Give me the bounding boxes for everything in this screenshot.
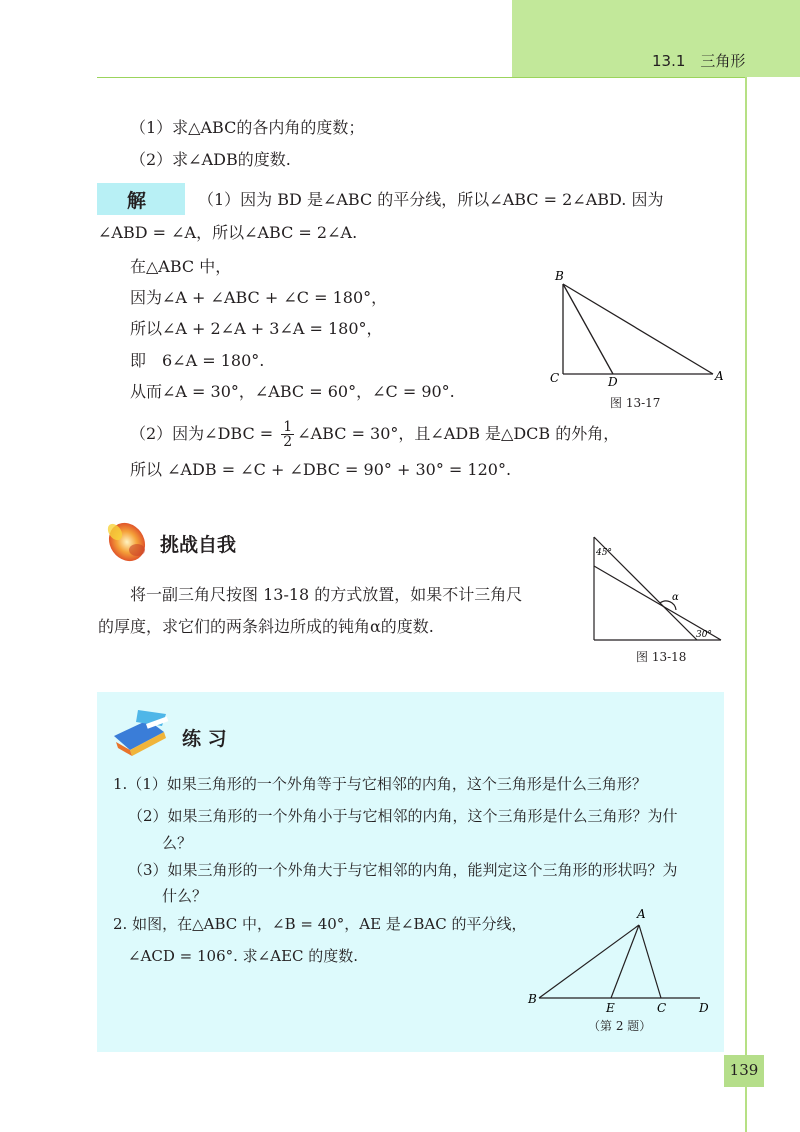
solution-line-3: 在△ABC 中， bbox=[130, 257, 232, 276]
segment-bd bbox=[563, 284, 613, 374]
label-c: C bbox=[550, 371, 560, 385]
hypotenuse-30 bbox=[594, 566, 721, 640]
label-d: D bbox=[608, 375, 618, 389]
segment-ab bbox=[539, 925, 639, 998]
solution-line-5: 所以∠A + 2∠A + 3∠A = 180°， bbox=[130, 319, 383, 338]
angle-30-label: 30° bbox=[696, 630, 712, 640]
solution-line-9: 所以 ∠ADB = ∠C + ∠DBC = 90° + 30° = 120°. bbox=[130, 460, 512, 479]
solution-line-4: 因为∠A + ∠ABC + ∠C = 180°， bbox=[130, 288, 388, 307]
exercise-2-line-2: ∠ACD = 106°. 求∠AEC 的度数. bbox=[128, 947, 359, 965]
section-title: 13.1 三角形 bbox=[652, 52, 746, 70]
solution-line-8-post: ∠ABC = 30°，且∠ADB 是△DCB 的外角， bbox=[297, 424, 620, 443]
exercise-1-part-1: 1.（1）如果三角形的一个外角等于与它相邻的内角，这个三角形是什么三角形？ bbox=[113, 775, 647, 793]
label-b: B bbox=[555, 269, 564, 283]
challenge-icon bbox=[97, 512, 151, 566]
solution-line-6: 即 6∠A = 180°. bbox=[130, 351, 265, 370]
label-a: A bbox=[715, 369, 724, 383]
exercise-1-part-3: （3）如果三角形的一个外角大于与它相邻的内角，能判定这个三角形的形状吗？为 bbox=[128, 861, 678, 879]
challenge-line-1: 将一副三角尺按图 13-18 的方式放置，如果不计三角尺 bbox=[130, 585, 523, 604]
figure-13-18 bbox=[585, 528, 730, 648]
solution-line-1: （1）因为 BD 是∠ABC 的平分线，所以∠ABC = 2∠ABD. 因为 bbox=[198, 190, 664, 209]
fraction-numerator: 1 bbox=[283, 419, 293, 435]
exercise-2-line-1: 2. 如图，在△ABC 中，∠B = 40°，AE 是∠BAC 的平分线， bbox=[113, 915, 527, 933]
page-number: 139 bbox=[729, 1061, 759, 1079]
exercise-1-part-2: （2）如果三角形的一个外角小于与它相邻的内角，这个三角形是什么三角形？为什 bbox=[128, 807, 678, 825]
figure-13-17 bbox=[545, 268, 735, 408]
practice-icon bbox=[108, 706, 174, 758]
solution-line-7: 从而∠A = 30°，∠ABC = 60°，∠C = 90°. bbox=[130, 382, 455, 401]
question-1: （1）求△ABC的各内角的度数； bbox=[130, 118, 365, 137]
question-2: （2）求∠ADB的度数. bbox=[130, 150, 291, 169]
solution-line-8-pre: （2）因为∠DBC = bbox=[130, 424, 279, 443]
solution-tag: 解 bbox=[127, 190, 147, 212]
angle-45-label: 45° bbox=[596, 548, 612, 558]
side-margin-rule bbox=[745, 77, 747, 1132]
figure-13-18-caption: 图 13-18 bbox=[636, 650, 687, 664]
ex2-label-c: C bbox=[657, 1001, 667, 1013]
exercise-2-caption: （第 2 题） bbox=[588, 1019, 652, 1033]
solution-line-8 bbox=[130, 420, 619, 449]
fraction-one-half bbox=[281, 420, 294, 449]
exercise-2-figure bbox=[525, 903, 720, 1013]
figure-13-17-caption: 图 13-17 bbox=[610, 396, 661, 410]
practice-title: 练 习 bbox=[182, 728, 227, 750]
exercise-1-part-2-cont: 么？ bbox=[162, 834, 193, 852]
segment-ac bbox=[639, 925, 661, 998]
segment-ba bbox=[563, 284, 713, 374]
exercise-1-part-3-cont: 什么？ bbox=[162, 887, 208, 905]
header-divider bbox=[97, 77, 745, 78]
solution-line-2: ∠ABD = ∠A，所以∠ABC = 2∠A. bbox=[98, 223, 358, 242]
ex2-label-e: E bbox=[606, 1001, 615, 1013]
alpha-label: α bbox=[672, 592, 679, 603]
ex2-label-a: A bbox=[637, 907, 646, 921]
ex2-label-b: B bbox=[528, 992, 537, 1006]
ex2-label-d: D bbox=[699, 1001, 709, 1013]
fraction-denominator: 2 bbox=[283, 434, 293, 450]
challenge-line-2: 的厚度，求它们的两条斜边所成的钝角α的度数. bbox=[98, 617, 434, 636]
challenge-title: 挑战自我 bbox=[160, 534, 237, 556]
